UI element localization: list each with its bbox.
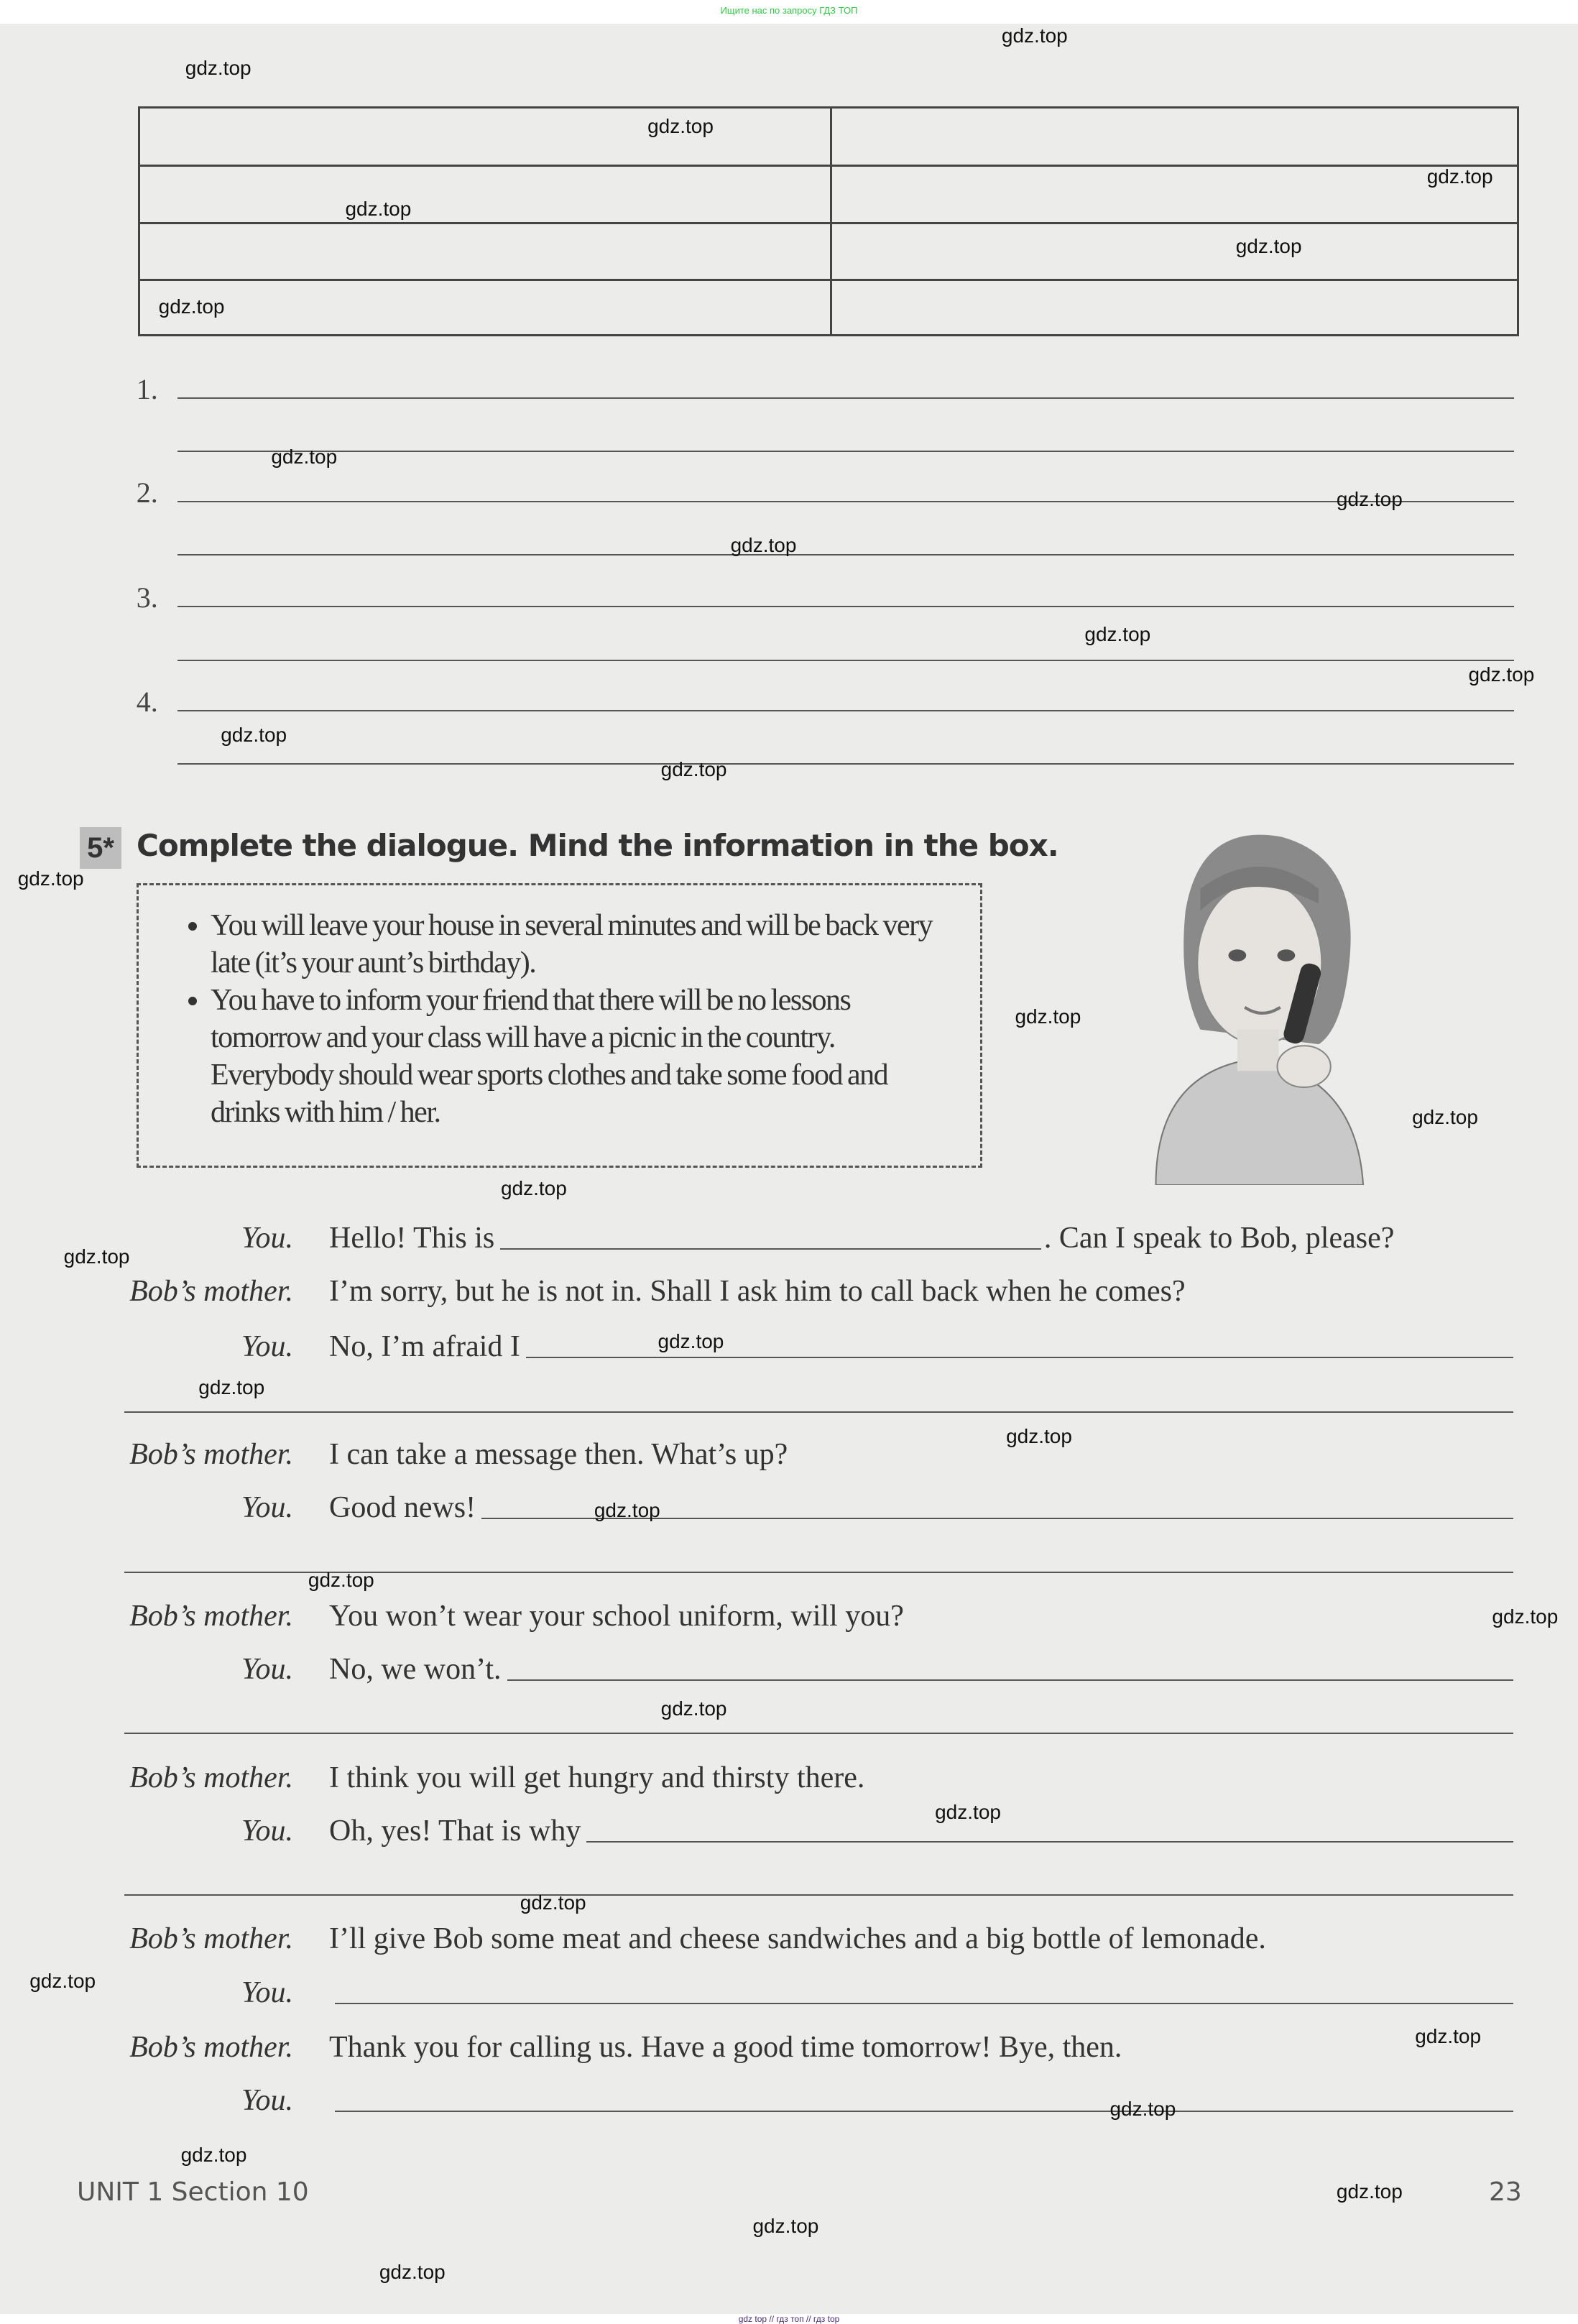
dialogue-line xyxy=(0,1436,1516,1472)
exercise-title: Complete the dialogue. Mind the information in the box. xyxy=(137,828,1058,863)
dialogue-line xyxy=(0,1597,1516,1633)
watermark-text: gdz.top xyxy=(308,1568,374,1591)
dialogue-text: I’m sorry, but he is not in. Shall I ask him to call back when he comes? xyxy=(329,1275,1186,1309)
answer-blank[interactable] xyxy=(124,1733,1513,1734)
watermark-text: gdz.top xyxy=(1235,234,1302,257)
watermark-text: gdz.top xyxy=(1415,2024,1482,2047)
footer-unit-label: UNIT 1 Section 10 xyxy=(77,2177,309,2207)
watermark-text: gdz.top xyxy=(198,1375,265,1398)
speaker-label: Bob’s mother. xyxy=(129,1275,293,1309)
dialogue-line xyxy=(0,1328,1516,1364)
watermark-text: gdz.top xyxy=(17,867,84,890)
speaker-label: You. xyxy=(241,1975,293,2009)
watermark-text: gdz.top xyxy=(1006,1424,1072,1447)
dialogue-line xyxy=(0,1489,1516,1525)
watermark-text: gdz.top xyxy=(1336,488,1403,511)
watermark-text: gdz.top xyxy=(594,1498,660,1521)
speaker-label: You. xyxy=(241,1491,293,1525)
dialogue-text: Oh, yes! That is why xyxy=(329,1814,581,1848)
watermark-text: gdz.top xyxy=(1015,1005,1081,1028)
answer-number: 3. xyxy=(136,581,158,614)
answer-number: 4. xyxy=(136,685,158,718)
watermark-text: gdz.top xyxy=(180,2143,247,2166)
girl-on-phone-illustration xyxy=(1096,822,1408,1185)
bottom-banner[interactable]: gdz top // гдз топ // гдз top xyxy=(0,2314,1578,2324)
speaker-label: You. xyxy=(241,1329,293,1363)
table-divider xyxy=(140,222,1517,224)
dialogue-line xyxy=(0,1866,1516,1901)
answer-blank[interactable] xyxy=(124,1411,1513,1413)
watermark-text: gdz.top xyxy=(1001,24,1068,47)
watermark-text: gdz.top xyxy=(158,295,225,318)
answer-line[interactable] xyxy=(177,660,1514,661)
answer-line[interactable] xyxy=(177,554,1514,555)
dialogue-line xyxy=(0,1920,1516,1956)
info-box-item: • You have to inform your friend that there will be no lessons tomorrow and your class will have a picnic in the country. Everybody should wear sports clothes and take some food and drinks with him / her. xyxy=(211,982,959,1131)
answer-blank[interactable] xyxy=(586,1841,1513,1843)
exercise-number-badge: 5* xyxy=(80,827,121,869)
watermark-text: gdz.top xyxy=(500,1177,567,1200)
watermark-text: gdz.top xyxy=(660,1697,727,1720)
speaker-label: Bob’s mother. xyxy=(129,1438,293,1472)
speaker-label: Bob’s mother. xyxy=(129,1922,293,1956)
watermark-text: gdz.top xyxy=(730,534,797,557)
answer-line[interactable] xyxy=(177,606,1514,607)
watermark-text: gdz.top xyxy=(63,1245,130,1268)
dialogue-text: No, we won’t. xyxy=(329,1653,502,1687)
answer-line[interactable] xyxy=(177,763,1514,765)
watermark-text: gdz.top xyxy=(752,2214,819,2237)
dialogue-line xyxy=(0,2029,1516,2065)
dialogue-line xyxy=(0,1273,1516,1309)
dialogue-text: . Can I speak to Bob, please? xyxy=(1043,1222,1395,1255)
watermark-text: gdz.top xyxy=(520,1891,586,1914)
answer-line[interactable] xyxy=(177,451,1514,452)
speaker-label: You. xyxy=(241,1814,293,1848)
watermark-text: gdz.top xyxy=(660,757,727,780)
watermark-text: gdz.top xyxy=(647,114,714,137)
speaker-label: Bob’s mother. xyxy=(129,1599,293,1633)
dialogue-line xyxy=(0,1812,1516,1848)
answer-line[interactable] xyxy=(177,397,1514,399)
table-divider xyxy=(140,279,1517,281)
info-box xyxy=(137,883,982,1168)
answer-blank[interactable] xyxy=(507,1679,1513,1681)
dialogue-text: I can take a message then. What’s up? xyxy=(329,1438,788,1472)
info-box-item: • You will leave your house in several minutes and will be back very late (it’s your aunt’s birthday). xyxy=(211,907,959,982)
speaker-label: You. xyxy=(241,2084,293,2118)
dialogue-text: You won’t wear your school uniform, will you? xyxy=(329,1599,904,1633)
watermark-text: gdz.top xyxy=(1426,165,1493,188)
answer-blank[interactable] xyxy=(335,2111,1513,2112)
dialogue-text: No, I’m afraid I xyxy=(329,1329,520,1363)
watermark-text: gdz.top xyxy=(1468,663,1535,686)
watermark-text: gdz.top xyxy=(29,1970,96,1993)
dialogue-line xyxy=(0,1704,1516,1740)
watermark-text: gdz.top xyxy=(1492,1605,1559,1628)
answer-line[interactable] xyxy=(177,501,1514,502)
dialogue-line xyxy=(0,1543,1516,1579)
answer-blank[interactable] xyxy=(500,1248,1041,1250)
table-column-divider xyxy=(830,109,832,334)
dialogue-line xyxy=(0,2082,1516,2118)
page-number: 23 xyxy=(1489,2177,1522,2207)
dialogue-text: I think you will get hungry and thirsty there. xyxy=(329,1761,865,1794)
watermark-text: gdz.top xyxy=(271,445,338,468)
dialogue-text: Hello! This is xyxy=(329,1222,495,1255)
answer-number: 1. xyxy=(136,372,158,405)
watermark-text: gdz.top xyxy=(1336,2180,1403,2203)
answer-table xyxy=(138,106,1519,336)
dialogue-text: Good news! xyxy=(329,1491,476,1525)
watermark-text: gdz.top xyxy=(658,1329,724,1352)
watermark-text: gdz.top xyxy=(379,2260,446,2283)
top-banner[interactable]: Ищите нас по запросу ГДЗ ТОП xyxy=(0,0,1578,24)
answer-line[interactable] xyxy=(177,710,1514,711)
speaker-label: Bob’s mother. xyxy=(129,2030,293,2064)
dialogue-line xyxy=(0,1759,1516,1795)
watermark-text: gdz.top xyxy=(345,198,412,221)
table-divider xyxy=(140,165,1517,167)
answer-number: 2. xyxy=(136,476,158,509)
answer-blank[interactable] xyxy=(335,2003,1513,2004)
dialogue-text: I’ll give Bob some meat and cheese sandwiches and a big bottle of lemonade. xyxy=(329,1922,1266,1956)
watermark-text: gdz.top xyxy=(185,57,252,80)
answer-blank[interactable] xyxy=(124,1894,1513,1896)
dialogue-line xyxy=(0,1651,1516,1687)
dialogue-line xyxy=(0,1219,1516,1255)
dialogue-text: Thank you for calling us. Have a good time tomorrow! Bye, then. xyxy=(329,2030,1122,2064)
watermark-text: gdz.top xyxy=(935,1801,1001,1824)
watermark-text: gdz.top xyxy=(1109,2097,1176,2120)
dialogue-line xyxy=(0,1974,1516,2010)
speaker-label: You. xyxy=(241,1653,293,1687)
watermark-text: gdz.top xyxy=(1084,623,1151,646)
speaker-label: Bob’s mother. xyxy=(129,1761,293,1794)
answer-blank[interactable] xyxy=(526,1357,1513,1358)
watermark-text: gdz.top xyxy=(221,724,287,747)
speaker-label: You. xyxy=(241,1222,293,1255)
watermark-text: gdz.top xyxy=(1412,1106,1478,1129)
